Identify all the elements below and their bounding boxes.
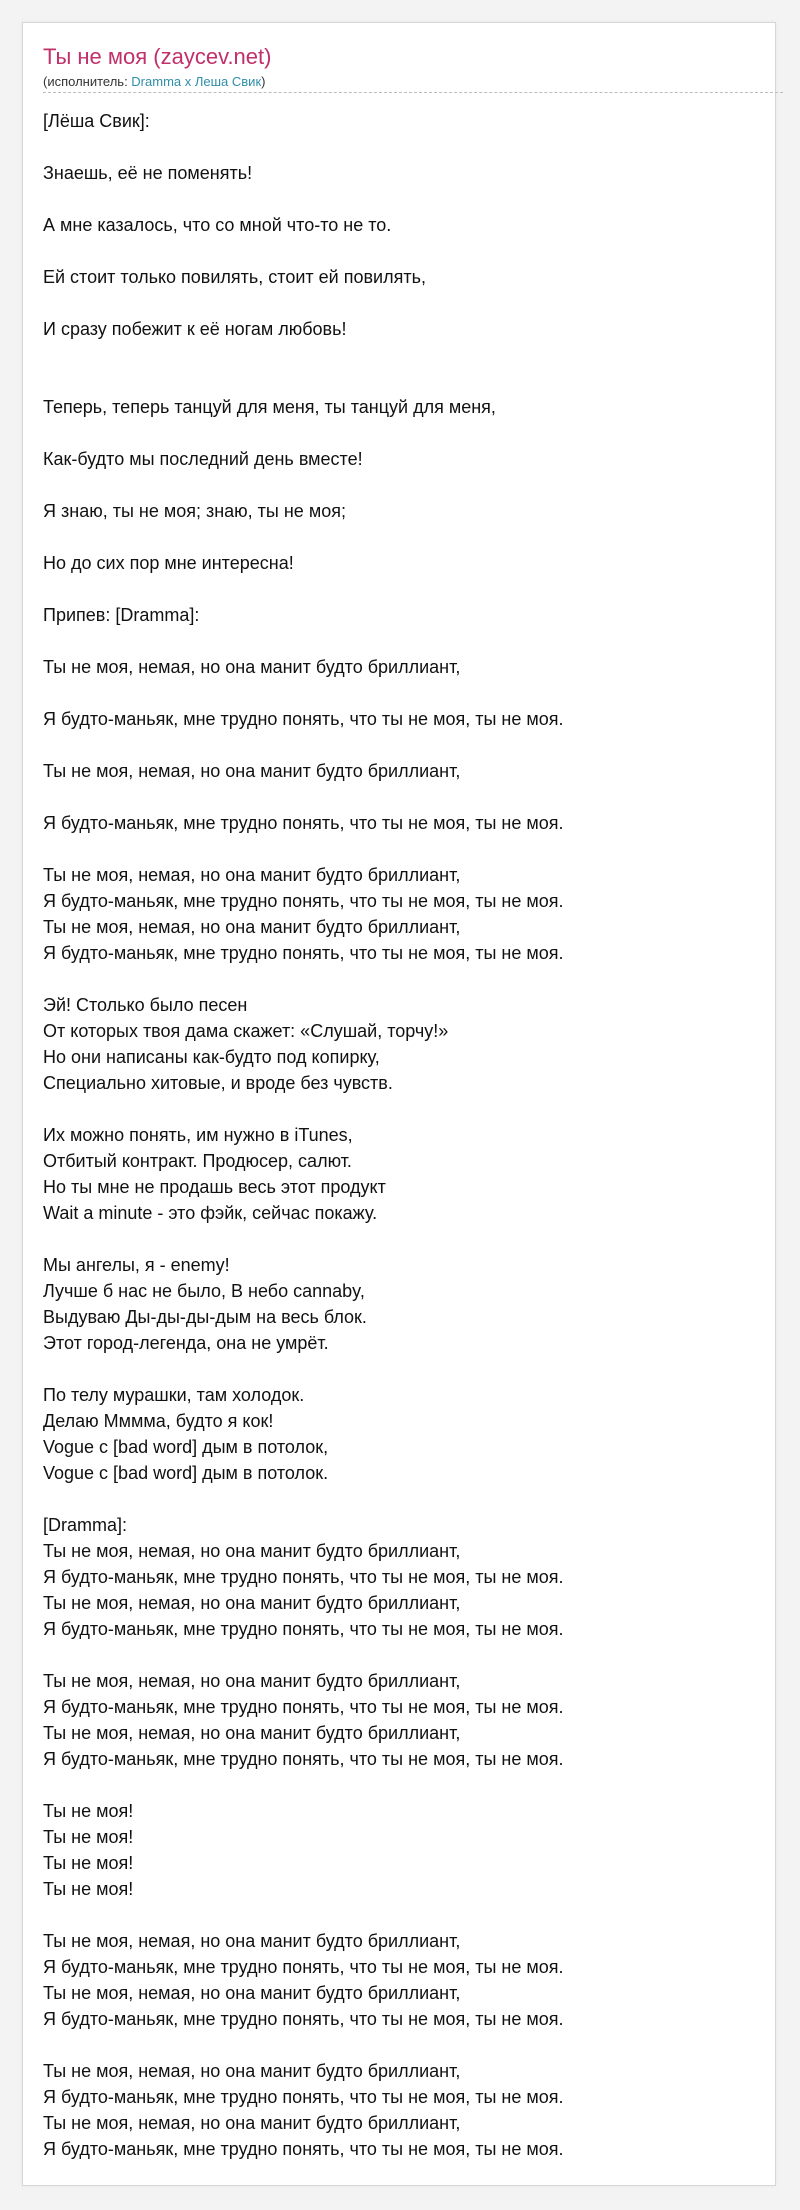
blank-line	[43, 420, 755, 446]
lyric-line: Я будто-маньяк, мне трудно понять, что ты не моя, ты не моя.	[43, 2087, 564, 2107]
artist-prefix: (исполнитель:	[43, 74, 132, 89]
blank-line	[43, 1096, 755, 1122]
lyric-line: Отбитый контракт. Продюсер, салют.	[43, 1151, 352, 1171]
lyric-line: Я будто-маньяк, мне трудно понять, что ты не моя, ты не моя.	[43, 2139, 564, 2159]
lyric-line: Но до сих пор мне интересна!	[43, 553, 294, 573]
lyric-line: Wait a minute - это фэйк, сейчас покажу.	[43, 1203, 378, 1223]
lyric-line: Припев: [Dramma]:	[43, 605, 200, 625]
blank-line	[43, 472, 755, 498]
lyric-line: Ей стоит только повилять, стоит ей повилять,	[43, 267, 426, 287]
lyric-line: Ты не моя, немая, но она манит будто бриллиант,	[43, 1931, 461, 1951]
lyric-line: Ты не моя, немая, но она манит будто бриллиант,	[43, 1541, 461, 1561]
blank-line	[43, 836, 755, 862]
lyric-line: Я будто-маньяк, мне трудно понять, что ты не моя, ты не моя.	[43, 1697, 564, 1717]
blank-line	[43, 784, 755, 810]
lyric-line: Ты не моя, немая, но она манит будто бриллиант,	[43, 2061, 461, 2081]
lyric-line: Vogue с [bad word] дым в потолок,	[43, 1437, 329, 1457]
blank-line	[43, 290, 755, 316]
lyric-line: Я будто-маньяк, мне трудно понять, что ты не моя, ты не моя.	[43, 1749, 564, 1769]
blank-line	[43, 1772, 755, 1798]
blank-line	[43, 1356, 755, 1382]
lyric-line: Делаю Мммма, будто я кок!	[43, 1411, 274, 1431]
lyric-line: По телу мурашки, там холодок.	[43, 1385, 305, 1405]
artist-suffix: )	[261, 74, 266, 89]
lyric-line: Я будто-маньяк, мне трудно понять, что ты не моя, ты не моя.	[43, 1619, 564, 1639]
lyric-line: Ты не моя!	[43, 1827, 134, 1847]
lyric-line: Ты не моя, немая, но она манит будто бриллиант,	[43, 1593, 461, 1613]
lyric-line: Ты не моя, немая, но она манит будто бриллиант,	[43, 1983, 461, 2003]
lyric-line: Я будто-маньяк, мне трудно понять, что ты не моя, ты не моя.	[43, 1957, 564, 1977]
page-title: Ты не моя (zaycev.net)	[43, 44, 272, 69]
blank-line	[43, 342, 755, 368]
blank-line	[43, 2032, 755, 2058]
lyric-line: Я будто-маньяк, мне трудно понять, что ты не моя, ты не моя.	[43, 813, 564, 833]
blank-line	[43, 1642, 755, 1668]
lyric-line: От которых твоя дама скажет: «Слушай, торчу!»	[43, 1021, 449, 1041]
lyric-line: Я знаю, ты не моя; знаю, ты не моя;	[43, 501, 346, 521]
lyric-line: Выдуваю Ды-ды-ды-дым на весь блок.	[43, 1307, 367, 1327]
blank-line	[43, 1226, 755, 1252]
blank-line	[43, 186, 755, 212]
lyric-line: Ты не моя!	[43, 1801, 134, 1821]
lyric-line: Я будто-маньяк, мне трудно понять, что ты не моя, ты не моя.	[43, 943, 564, 963]
blank-line	[43, 368, 755, 394]
lyric-line: Ты не моя, немая, но она манит будто бриллиант,	[43, 1723, 461, 1743]
lyric-line: А мне казалось, что со мной что-то не то.	[43, 215, 392, 235]
blank-line	[43, 1902, 755, 1928]
lyric-line: [Dramma]:	[43, 1515, 128, 1535]
blank-line	[43, 134, 755, 160]
lyric-line: Я будто-маньяк, мне трудно понять, что ты не моя, ты не моя.	[43, 709, 564, 729]
blank-line	[43, 1486, 755, 1512]
lyric-line: Как-будто мы последний день вместе!	[43, 449, 363, 469]
lyric-line: Ты не моя, немая, но она манит будто бриллиант,	[43, 865, 461, 885]
blank-line	[43, 238, 755, 264]
lyric-line: Эй! Столько было песен	[43, 995, 248, 1015]
lyric-line: Vogue с [bad word] дым в потолок.	[43, 1463, 329, 1483]
lyric-line: Лучше б нас не было, В небо cannaby,	[43, 1281, 365, 1301]
blank-line	[43, 524, 755, 550]
lyric-line: Но ты мне не продашь весь этот продукт	[43, 1177, 386, 1197]
lyric-line: Их можно понять, им нужно в iTunes,	[43, 1125, 353, 1145]
blank-line	[43, 680, 755, 706]
artist-line	[43, 74, 265, 90]
blank-line	[43, 732, 755, 758]
lyric-line: Этот город-легенда, она не умрёт.	[43, 1333, 329, 1353]
lyric-line: Ты не моя, немая, но она манит будто бриллиант,	[43, 917, 461, 937]
lyric-line: Теперь, теперь танцуй для меня, ты танцуй для меня,	[43, 397, 496, 417]
lyric-line: Ты не моя, немая, но она манит будто бриллиант,	[43, 2113, 461, 2133]
lyric-line: Ты не моя, немая, но она манит будто бриллиант,	[43, 761, 461, 781]
blank-line	[43, 966, 755, 992]
lyric-line: Мы ангелы, я - enemy!	[43, 1255, 230, 1275]
lyric-line: Ты не моя!	[43, 1879, 134, 1899]
blank-line	[43, 628, 755, 654]
lyric-line: Ты не моя, немая, но она манит будто бриллиант,	[43, 657, 461, 677]
lyric-line: Я будто-маньяк, мне трудно понять, что ты не моя, ты не моя.	[43, 891, 564, 911]
lyrics-text	[43, 108, 755, 2162]
lyric-line: [Лёша Свик]:	[43, 111, 150, 131]
header-divider	[43, 92, 783, 93]
lyric-line: Знаешь, её не поменять!	[43, 163, 253, 183]
blank-line	[43, 576, 755, 602]
lyric-line: Специально хитовые, и вроде без чувств.	[43, 1073, 393, 1093]
artist-link[interactable]: Dramma x Леша Свик	[131, 74, 262, 89]
lyric-line: Но они написаны как-будто под копирку,	[43, 1047, 380, 1067]
lyric-line: Я будто-маньяк, мне трудно понять, что ты не моя, ты не моя.	[43, 1567, 564, 1587]
lyric-line: Ты не моя, немая, но она манит будто бриллиант,	[43, 1671, 461, 1691]
lyric-line: Я будто-маньяк, мне трудно понять, что ты не моя, ты не моя.	[43, 2009, 564, 2029]
lyrics-card	[22, 22, 776, 2186]
lyric-line: И сразу побежит к её ногам любовь!	[43, 319, 347, 339]
lyric-line: Ты не моя!	[43, 1853, 134, 1873]
